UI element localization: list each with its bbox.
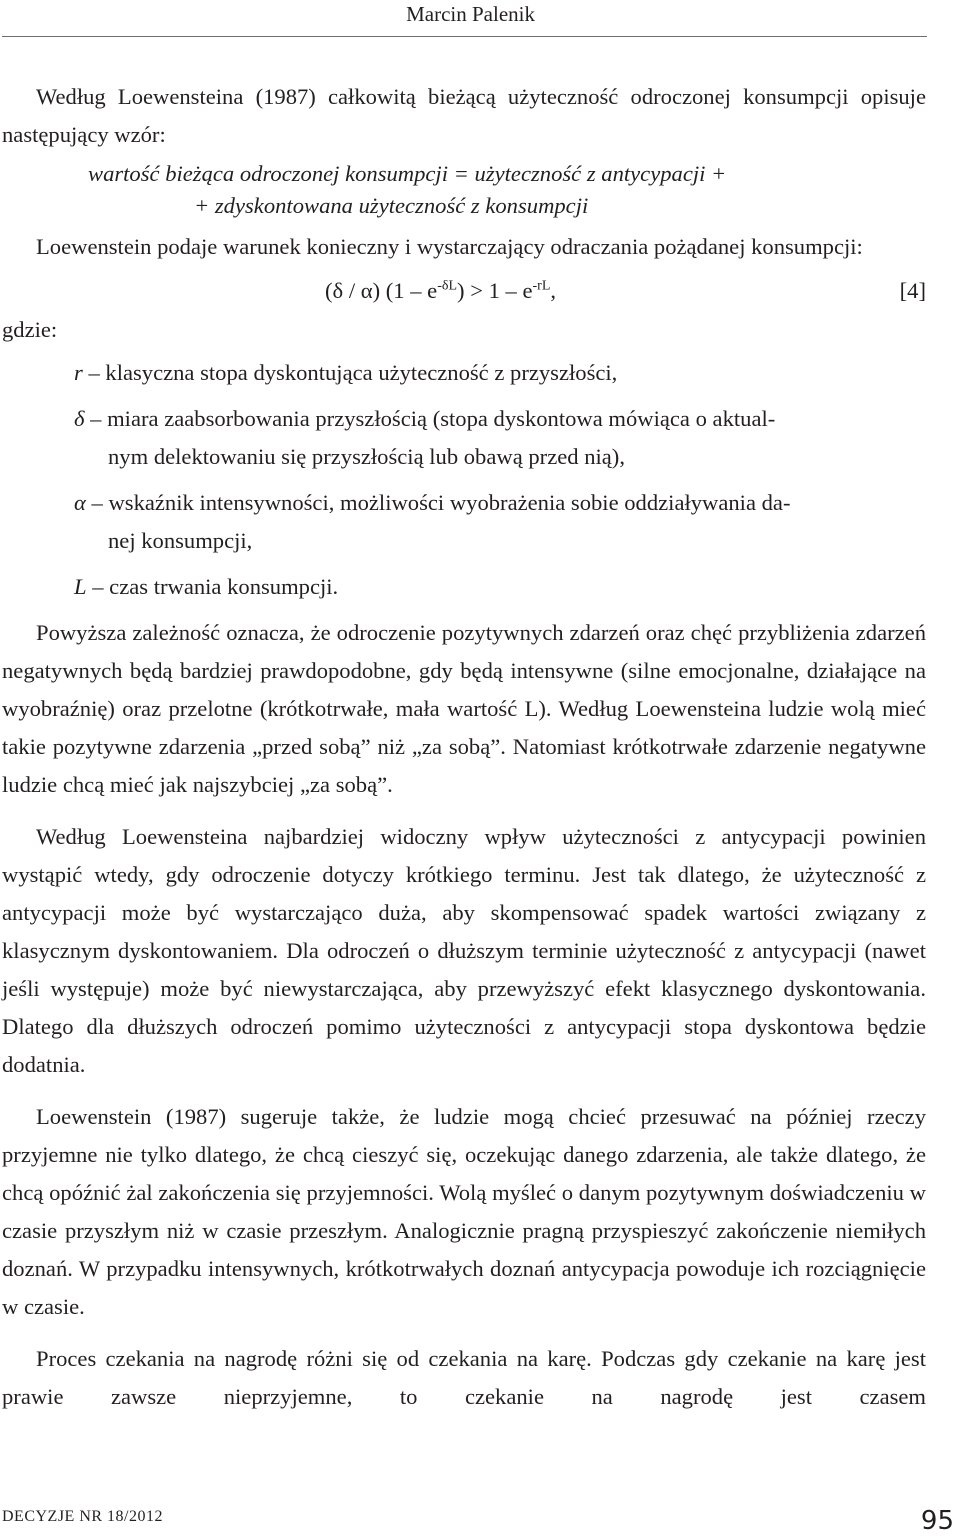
definition-continuation: nej konsumpcji, [108, 528, 253, 553]
intro-paragraph: Według Loewensteina (1987) całkowitą bieżącą użyteczność odroczonej konsumpcji opisuje następujący wzór: [2, 84, 926, 147]
definition-continuation: nym delektowaniu się przyszłością lub obawą przed nią), [108, 444, 625, 469]
page-number: 95 [920, 1506, 954, 1536]
definition-text: – klasyczna stopa dyskontująca użyteczność z przyszłości, [82, 360, 618, 385]
definition-symbol: L [74, 574, 87, 599]
formula-words-line1: wartość bieżąca odroczonej konsumpcji = użyteczność z antycypacji + [88, 161, 727, 186]
definition-symbol: α [74, 490, 86, 515]
page-body [2, 78, 926, 1416]
definition-symbol: r [74, 360, 83, 385]
formula-in-words [88, 154, 926, 228]
definition-text: – miara zaabsorbowania przyszłością (stopa dyskontowa mówiąca o aktual- [84, 406, 776, 431]
definition-L [74, 568, 926, 606]
gdzie-label: gdzie: [2, 317, 58, 342]
running-header-author: Marcin Palenik [406, 2, 535, 26]
formula-expression [325, 272, 556, 310]
formula-end: , [550, 278, 557, 303]
definition-alpha [74, 484, 926, 560]
paragraph-1: Powyższa zależność oznacza, że odroczenie pozytywnych zdarzeń oraz chęć przybliżenia zdarzeń negatywnych będą bardziej prawdopodobne, gdy będą intensywne (silne emocjonalne, działające na wyobraźnię) oraz przelotne (krótkotrwałe, mała wartość L). Według Loewensteina ludzie wolą mieć takie pozytywne zdarzenia „przed sobą” niż „za sobą”. Natomiast krótkotrwałe zdarzenie negatywne ludzie chcą mieć jak najszybciej „za sobą”. [2, 620, 926, 797]
definition-symbol: δ [74, 406, 85, 431]
header-rule [2, 36, 927, 37]
formula-number: [4] [899, 278, 926, 303]
condition-intro-paragraph: Loewenstein podaje warunek konieczny i wystarczający odraczania pożądanej konsumpcji: [36, 234, 863, 259]
formula-sup1: -δL [437, 278, 458, 294]
definition-r [74, 354, 926, 392]
paragraph-4: Proces czekania na nagrodę różni się od czekania na karę. Podczas gdy czekanie na karę jest prawie zawsze nieprzyjemne, to czekanie na nagrodę jest czasem [2, 1346, 926, 1409]
paragraph-3: Loewenstein (1987) sugeruje także, że ludzie mogą chcieć przesuwać na później rzeczy przyjemne nie tylko dlatego, że chcą cieszyć się, oczekując danego zdarzenia, ale także dlatego, że chcą opóźnić żal zakończenia się przyjemności. Wolą myśleć o danym pozytywnym doświadczeniu w czasie przyszłym niż w czasie przeszłym. Analogicznie pragną przyspieszyć zakończenie niemiłych doznań. W przypadku intensywnych, krótkotrwałych doznań antycypacja powoduje ich rozciągnięcie w czasie. [2, 1104, 926, 1319]
definition-text: – wskaźnik intensywności, możliwości wyobrażenia sobie oddziaływania da- [85, 490, 791, 515]
formula-sup2: -rL [532, 278, 551, 294]
definitions-list [74, 354, 926, 606]
definition-text: – czas trwania konsumpcji. [86, 574, 339, 599]
formula-middle: ) > 1 – e [457, 278, 533, 303]
formula-words-line2: + zdyskontowana użyteczność z konsumpcji [194, 193, 589, 218]
definition-delta [74, 400, 926, 476]
formula-left: (δ / α) (1 – e [325, 278, 438, 303]
footer-journal: DECYZJE NR 18/2012 [2, 1508, 163, 1525]
formula-4 [2, 268, 926, 312]
paragraph-2: Według Loewensteina najbardziej widoczny wpływ użyteczności z antycypacji powinien wystąpić wtedy, gdy odroczenie dotyczy krótkiego terminu. Jest tak dlatego, że użyteczność z antycypacji może być wystarczająco duża, aby skompensować spadek wartości związany z klasycznym dyskontowaniem. Dla odroczeń o dłuższym terminie użyteczność z antycypacji (nawet jeśli występuje) może być niewystarczająca, aby przewyższyć efekt klasycznego dyskontowania. Dlatego dla dłuższych odroczeń pomimo użyteczności z antycypacji stopa dyskontowa będzie dodatnia. [2, 824, 926, 1077]
